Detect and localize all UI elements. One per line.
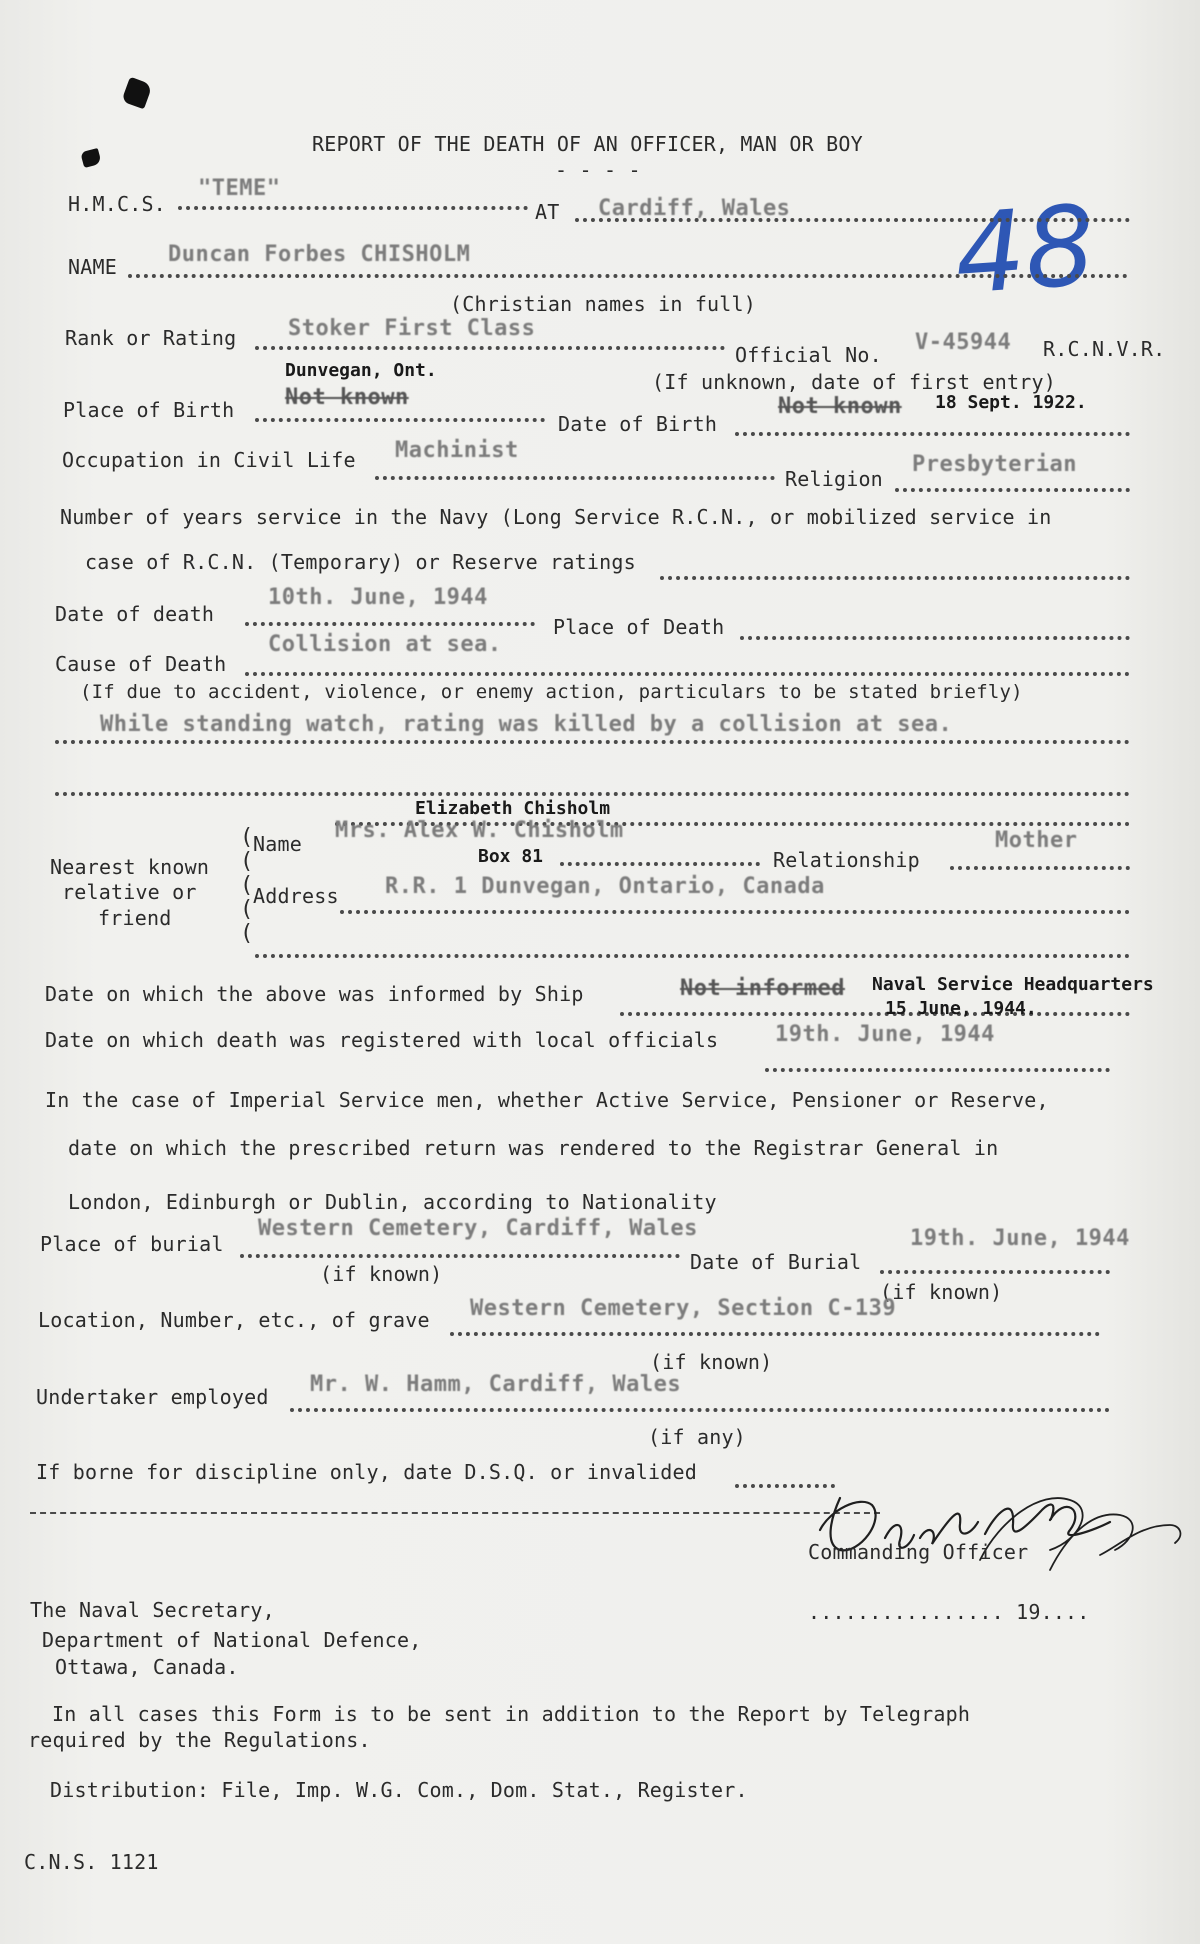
discipline-label: If borne for discipline only, date D.S.Q. or invalided bbox=[36, 1460, 698, 1484]
rank-value: Stoker First Class bbox=[288, 316, 536, 341]
ship-label: H.M.C.S. bbox=[68, 192, 166, 216]
box-typed: Box 81 bbox=[478, 846, 544, 867]
dotted-line bbox=[560, 862, 760, 866]
birth-place-label: Place of Birth bbox=[63, 398, 235, 422]
dotted-line bbox=[55, 792, 1130, 796]
cause-label: Cause of Death bbox=[55, 652, 227, 676]
cause-particulars: While standing watch, rating was killed by a collision at sea. bbox=[100, 712, 953, 737]
dotted-line bbox=[240, 1254, 680, 1258]
death-date-label: Date of death bbox=[55, 602, 215, 626]
handwritten-number: 48 bbox=[950, 181, 1100, 319]
dotted-line bbox=[740, 636, 1130, 640]
dashed-rule bbox=[30, 1512, 880, 1514]
date-line: ................ 19.... bbox=[808, 1600, 1090, 1624]
cause-value: Collision at sea. bbox=[268, 632, 502, 657]
relative-name-value: Mrs. Alex W. Chisholm bbox=[335, 818, 624, 843]
death-date-value: 10th. June, 1944 bbox=[268, 585, 488, 610]
first-entry-note: (If unknown, date of first entry) bbox=[652, 370, 1056, 394]
imperial-line-1: In the case of Imperial Service men, whether Active Service, Pensioner or Reserve, bbox=[45, 1088, 1049, 1112]
at-value: Cardiff, Wales bbox=[598, 196, 791, 221]
occupation-label: Occupation in Civil Life bbox=[62, 448, 356, 472]
religion-label: Religion bbox=[785, 467, 883, 491]
dotted-line bbox=[735, 432, 1130, 436]
relative-name-label: Name bbox=[253, 832, 302, 856]
name-value: Duncan Forbes CHISHOLM bbox=[168, 242, 471, 267]
birth-place-struck: Not known bbox=[285, 385, 409, 410]
name-label: NAME bbox=[68, 255, 117, 279]
relative-typed-name: Elizabeth Chisholm bbox=[415, 798, 611, 819]
if-known: (if known) bbox=[650, 1350, 773, 1374]
dotted-line bbox=[290, 1408, 1110, 1412]
dotted-line bbox=[375, 476, 775, 480]
brace: ( ( ( ( ( bbox=[240, 825, 254, 946]
note-line-1: In all cases this Form is to be sent in addition to the Report by Telegraph bbox=[52, 1702, 971, 1726]
birth-date-struck: Not known bbox=[778, 394, 902, 419]
dotted-line bbox=[950, 866, 1130, 870]
informed-typed-1: Naval Service Headquarters bbox=[872, 974, 1154, 995]
birth-date-typed: 18 Sept. 1922. bbox=[935, 392, 1087, 413]
relationship-label: Relationship bbox=[773, 848, 920, 872]
dotted-line bbox=[178, 206, 528, 210]
note-line-2: required by the Regulations. bbox=[28, 1728, 371, 1752]
ship-value: "TEME" bbox=[198, 176, 281, 201]
dotted-line bbox=[255, 346, 725, 350]
punch-hole bbox=[121, 77, 152, 110]
undertaker-label: Undertaker employed bbox=[36, 1385, 269, 1409]
burial-place-value: Western Cemetery, Cardiff, Wales bbox=[258, 1216, 698, 1241]
years-line-2: case of R.C.N. (Temporary) or Reserve ratings bbox=[85, 550, 636, 574]
burial-date-value: 19th. June, 1944 bbox=[910, 1226, 1130, 1251]
dotted-line bbox=[880, 1270, 1110, 1274]
addressee-line-3: Ottawa, Canada. bbox=[55, 1655, 239, 1679]
relative-label-1: Nearest known bbox=[50, 855, 210, 879]
if-known: (if known) bbox=[320, 1262, 443, 1286]
rank-label: Rank or Rating bbox=[65, 326, 237, 350]
form-title: REPORT OF THE DEATH OF AN OFFICER, MAN OR BOY bbox=[312, 132, 863, 156]
official-no-value: V-45944 bbox=[915, 330, 1012, 355]
form-number: C.N.S. 1121 bbox=[24, 1850, 159, 1874]
cause-note: (If due to accident, violence, or enemy action, particulars to be stated briefly) bbox=[80, 681, 1023, 703]
undertaker-value: Mr. W. Hamm, Cardiff, Wales bbox=[310, 1372, 682, 1397]
imperial-line-3: London, Edinburgh or Dublin, according to Nationality bbox=[68, 1190, 717, 1214]
burial-place-label: Place of burial bbox=[40, 1232, 224, 1256]
dotted-line bbox=[340, 910, 1130, 914]
if-known: (if known) bbox=[880, 1280, 1003, 1304]
service-suffix: R.C.N.V.R. bbox=[1043, 337, 1166, 361]
address-label: Address bbox=[253, 884, 339, 908]
informed-struck: Not informed bbox=[680, 976, 845, 1001]
burial-date-label: Date of Burial bbox=[690, 1250, 862, 1274]
addressee-line-2: Department of National Defence, bbox=[42, 1628, 422, 1652]
birth-place-typed: Dunvegan, Ont. bbox=[285, 360, 437, 381]
at-label: AT bbox=[535, 200, 560, 224]
dotted-line bbox=[620, 1012, 1130, 1016]
dotted-line bbox=[895, 488, 1130, 492]
if-any: (if any) bbox=[648, 1425, 746, 1449]
dotted-line bbox=[245, 622, 535, 626]
commanding-officer-label: Commanding Officer bbox=[808, 1540, 1029, 1564]
dotted-line bbox=[55, 740, 1130, 744]
dotted-line bbox=[660, 576, 1130, 580]
punch-hole bbox=[80, 148, 102, 168]
registered-value: 19th. June, 1944 bbox=[775, 1022, 995, 1047]
dotted-line bbox=[255, 418, 545, 422]
title-rule: - - - - bbox=[555, 158, 641, 182]
relative-label-3: friend bbox=[98, 906, 172, 930]
commanding-officer-signature bbox=[800, 1450, 1200, 1590]
birth-date-label: Date of Birth bbox=[558, 412, 718, 436]
distribution: Distribution: File, Imp. W.G. Com., Dom. Stat., Register. bbox=[50, 1778, 748, 1802]
relative-label-2: relative or bbox=[62, 880, 197, 904]
occupation-value: Machinist bbox=[395, 438, 519, 463]
registered-label: Date on which death was registered with local officials bbox=[45, 1028, 719, 1052]
address-value: R.R. 1 Dunvegan, Ontario, Canada bbox=[385, 874, 825, 899]
dotted-line bbox=[245, 672, 1130, 676]
years-line-1: Number of years service in the Navy (Long Service R.C.N., or mobilized service in bbox=[60, 505, 1052, 529]
dotted-line bbox=[255, 954, 1130, 958]
imperial-line-2: date on which the prescribed return was rendered to the Registrar General in bbox=[68, 1136, 999, 1160]
dotted-line bbox=[128, 274, 1128, 278]
name-note: (Christian names in full) bbox=[450, 292, 757, 316]
relationship-value: Mother bbox=[995, 828, 1078, 853]
death-place-label: Place of Death bbox=[553, 615, 725, 639]
grave-value: Western Cemetery, Section C-139 bbox=[470, 1296, 897, 1321]
religion-value: Presbyterian bbox=[912, 452, 1077, 477]
dotted-line bbox=[450, 1332, 1100, 1336]
informed-typed-2: 15 June, 1944. bbox=[885, 998, 1037, 1019]
official-no-label: Official No. bbox=[735, 343, 882, 367]
grave-label: Location, Number, etc., of grave bbox=[38, 1308, 430, 1332]
informed-label: Date on which the above was informed by Ship bbox=[45, 982, 584, 1006]
addressee-line-1: The Naval Secretary, bbox=[30, 1598, 275, 1622]
dotted-line bbox=[765, 1068, 1110, 1072]
